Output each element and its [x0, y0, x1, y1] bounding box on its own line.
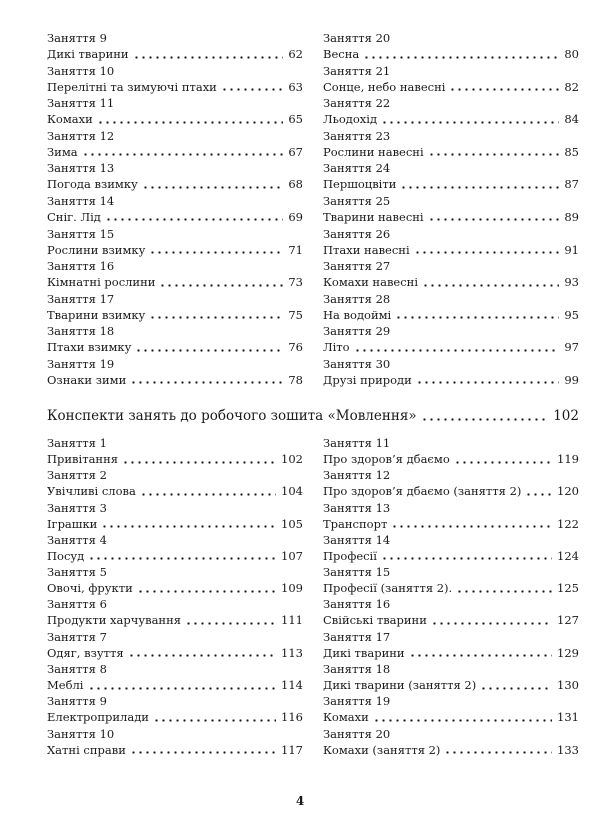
lesson-number: Заняття 16 — [323, 597, 391, 612]
lesson-number: Заняття 12 — [323, 468, 391, 483]
toc-column-left — [47, 436, 303, 759]
lesson-title: Друзі природи — [323, 372, 412, 387]
toc-entry[interactable] — [47, 468, 303, 500]
page-ref: 117 — [281, 742, 303, 757]
toc-column-right — [323, 436, 579, 759]
lesson-title: Літо — [323, 340, 350, 355]
page-ref: 85 — [564, 144, 579, 159]
toc-entry[interactable] — [323, 129, 579, 162]
entry-row — [47, 548, 303, 564]
lesson-title: Першоцвіти — [323, 177, 397, 192]
entry-row — [323, 677, 579, 693]
lesson-title: Свійські тварини — [323, 613, 427, 628]
lesson-title: Професії (заняття 2). — [323, 581, 453, 596]
entry-row — [47, 46, 303, 62]
page-ref: 114 — [281, 678, 303, 693]
lesson-number: Заняття 13 — [323, 500, 391, 515]
entry-row — [323, 176, 579, 192]
toc-entry[interactable] — [47, 565, 303, 597]
lesson-number: Заняття 3 — [47, 500, 107, 515]
lesson-number: Заняття 28 — [323, 291, 391, 306]
lesson-number: Заняття 1 — [47, 436, 107, 450]
lesson-number: Заняття 20 — [323, 31, 391, 45]
entry-row — [47, 274, 303, 290]
entry-row — [47, 242, 303, 258]
lesson-number: Заняття 9 — [47, 694, 107, 709]
lesson-title: Дикі тварини (заняття 2) — [323, 678, 477, 693]
page-ref: 99 — [564, 372, 579, 387]
lesson-title: Сніг. Лід — [47, 209, 101, 224]
entry-row — [47, 339, 303, 355]
lesson-number: Заняття 25 — [323, 193, 391, 208]
lesson-number: Заняття 22 — [323, 96, 391, 111]
lesson-title: Рослини взимку — [47, 242, 146, 257]
entry-row — [47, 483, 303, 499]
entry-row — [323, 612, 579, 628]
leader-dots — [105, 218, 284, 221]
toc-entry[interactable] — [47, 96, 303, 129]
lesson-number: Заняття 10 — [47, 726, 115, 741]
leader-dots — [153, 719, 276, 722]
lesson-number: Заняття 6 — [47, 597, 107, 612]
leader-dots — [422, 284, 559, 287]
entry-row — [47, 372, 303, 388]
leader-dots — [88, 687, 277, 690]
entry-row — [47, 612, 303, 628]
lesson-title: Погода взимку — [47, 177, 138, 192]
page-ref: 75 — [288, 307, 303, 322]
page-ref: 113 — [281, 645, 303, 660]
page-ref: 82 — [564, 79, 579, 94]
lesson-number: Заняття 7 — [47, 629, 107, 644]
toc-entry[interactable] — [323, 324, 579, 357]
page-ref: 102 — [281, 452, 303, 466]
leader-dots — [449, 88, 559, 91]
lesson-title: Професії — [323, 548, 377, 563]
leader-dots — [82, 153, 284, 156]
lesson-title: Тварини взимку — [47, 307, 146, 322]
entry-row — [323, 709, 579, 725]
entry-row — [47, 709, 303, 725]
leader-dots — [400, 186, 559, 189]
entry-row — [323, 516, 579, 532]
toc-entry[interactable] — [47, 694, 303, 726]
page-ref: 95 — [564, 307, 579, 322]
page-ref: 78 — [288, 372, 303, 387]
page-ref: 104 — [281, 484, 303, 499]
toc-entry[interactable] — [47, 357, 303, 390]
toc-entry[interactable] — [47, 161, 303, 194]
entry-row — [47, 307, 303, 323]
lesson-title: На водоймі — [323, 307, 392, 322]
toc-entry[interactable] — [323, 227, 579, 260]
leader-dots — [391, 525, 552, 528]
toc-entry[interactable] — [323, 662, 579, 694]
entry-row — [47, 516, 303, 532]
leader-dots — [431, 622, 552, 625]
lesson-number: Заняття 2 — [47, 468, 107, 483]
toc-entry[interactable] — [323, 161, 579, 194]
leader-dots — [149, 251, 283, 254]
toc-entry[interactable] — [47, 31, 303, 64]
lesson-title: Овочі, фрукти — [47, 581, 133, 596]
toc-column-right — [323, 31, 579, 390]
lesson-title: Кімнатні рослини — [47, 275, 156, 290]
page-ref: 76 — [288, 340, 303, 355]
lesson-number: Заняття 19 — [323, 694, 391, 709]
section-heading-title: Конспекти занять до робочого зошита «Мовлення» — [47, 408, 417, 424]
lesson-title: Електроприлади — [47, 710, 149, 725]
page-ref: 65 — [288, 112, 303, 127]
lesson-number: Заняття 21 — [323, 63, 391, 78]
lesson-number: Заняття 19 — [47, 356, 115, 371]
leader-dots — [135, 349, 283, 352]
lesson-title: Іграшки — [47, 516, 98, 531]
leader-dots — [140, 493, 276, 496]
leader-dots — [133, 56, 284, 59]
leader-dots — [444, 751, 552, 754]
page-ref: 116 — [281, 710, 303, 725]
toc-entry[interactable] — [47, 129, 303, 162]
lesson-number: Заняття 26 — [323, 226, 391, 241]
leader-dots — [395, 316, 559, 319]
page-ref: 68 — [288, 177, 303, 192]
toc-entry[interactable] — [47, 630, 303, 662]
entry-row — [47, 176, 303, 192]
lesson-number: Заняття 12 — [47, 128, 115, 143]
toc-entry[interactable] — [323, 357, 579, 390]
lesson-title: Перелітні та зимуючі птахи — [47, 79, 217, 94]
leader-dots — [142, 186, 284, 189]
lesson-number: Заняття 24 — [323, 161, 391, 176]
leader-dots — [221, 88, 284, 91]
lesson-number: Заняття 18 — [47, 324, 115, 339]
lesson-title: Транспорт — [323, 516, 388, 531]
toc-entry[interactable] — [47, 436, 303, 468]
page-ref: 71 — [288, 242, 303, 257]
entry-row — [47, 677, 303, 693]
toc-entry[interactable] — [323, 64, 579, 97]
page-ref: 131 — [557, 710, 579, 725]
entry-row — [323, 307, 579, 323]
lesson-title: Тварини навесні — [323, 209, 424, 224]
page-ref: 105 — [281, 516, 303, 531]
entry-row — [323, 548, 579, 564]
page-ref: 93 — [564, 275, 579, 290]
toc-entry[interactable] — [323, 533, 579, 565]
leader-dots — [122, 461, 276, 464]
section-heading[interactable] — [47, 407, 579, 425]
toc-entry[interactable] — [323, 597, 579, 629]
toc-entry[interactable] — [323, 194, 579, 227]
leader-dots — [421, 418, 549, 421]
leader-dots — [363, 56, 559, 59]
toc-entry[interactable] — [47, 292, 303, 325]
entry-row — [323, 483, 579, 499]
entry-row — [323, 209, 579, 225]
entry-row — [47, 209, 303, 225]
toc-entry[interactable] — [323, 259, 579, 292]
page-ref: 129 — [557, 645, 579, 660]
entry-row — [47, 645, 303, 661]
lesson-title: Рослини навесні — [323, 144, 424, 159]
entry-row — [323, 645, 579, 661]
entry-row — [323, 372, 579, 388]
leader-dots — [101, 525, 276, 528]
toc-entry[interactable] — [47, 324, 303, 357]
entry-row — [47, 451, 303, 467]
lesson-title: Привітання — [47, 452, 119, 466]
page-ref: 124 — [557, 548, 579, 563]
leader-dots — [428, 218, 560, 221]
page-ref: 119 — [557, 452, 579, 466]
toc-entry[interactable] — [47, 259, 303, 292]
lesson-number: Заняття 13 — [47, 161, 115, 176]
page-ref: 67 — [288, 144, 303, 159]
page-ref: 125 — [557, 581, 579, 596]
toc-entry[interactable] — [47, 727, 303, 759]
lesson-title: Комахи (заняття 2) — [323, 742, 441, 757]
leader-dots — [88, 557, 276, 560]
page-ref: 91 — [564, 242, 579, 257]
lesson-title: Дикі тварини — [323, 645, 405, 660]
entry-row — [47, 144, 303, 160]
lesson-title: Увічливі слова — [47, 484, 136, 499]
leader-dots — [130, 381, 283, 384]
lesson-number: Заняття 11 — [323, 436, 391, 450]
leader-dots — [454, 461, 552, 464]
toc-entry[interactable] — [323, 694, 579, 726]
lesson-title: Дикі тварини — [47, 47, 129, 61]
leader-dots — [409, 654, 552, 657]
entry-row — [323, 111, 579, 127]
leader-dots — [373, 719, 552, 722]
page-ref: 80 — [564, 47, 579, 61]
lesson-title: Комахи — [323, 710, 369, 725]
entry-row — [323, 274, 579, 290]
toc-entry[interactable] — [323, 565, 579, 597]
lesson-number: Заняття 17 — [323, 629, 391, 644]
lesson-title: Зима — [47, 144, 78, 159]
page-ref: 122 — [557, 516, 579, 531]
leader-dots — [137, 590, 276, 593]
toc-entry[interactable] — [323, 468, 579, 500]
lesson-number: Заняття 18 — [323, 662, 391, 677]
leader-dots — [128, 654, 276, 657]
entry-row — [323, 742, 579, 758]
lesson-number: Заняття 23 — [323, 128, 391, 143]
page-ref: 97 — [564, 340, 579, 355]
toc-entry[interactable] — [47, 533, 303, 565]
toc-entry[interactable] — [47, 194, 303, 227]
toc-entry[interactable] — [47, 64, 303, 97]
lesson-number: Заняття 20 — [323, 726, 391, 741]
lesson-number: Заняття 14 — [323, 532, 391, 547]
page-ref: 63 — [288, 79, 303, 94]
leader-dots — [354, 349, 560, 352]
page-ref: 89 — [564, 209, 579, 224]
lesson-number: Заняття 27 — [323, 259, 391, 274]
lesson-title: Весна — [323, 47, 360, 61]
section-heading-page: 102 — [553, 408, 579, 424]
lesson-number: Заняття 15 — [323, 565, 391, 580]
entry-row — [47, 742, 303, 758]
page-ref: 73 — [288, 275, 303, 290]
lesson-number: Заняття 30 — [323, 356, 391, 371]
page-ref: 133 — [557, 742, 579, 757]
toc-entry[interactable] — [323, 292, 579, 325]
page-ref: 62 — [288, 47, 303, 61]
entry-row — [323, 144, 579, 160]
lesson-number: Заняття 11 — [47, 96, 115, 111]
entry-row — [47, 111, 303, 127]
toc-top-section — [47, 31, 579, 390]
leader-dots — [185, 622, 276, 625]
page-ref: 69 — [288, 209, 303, 224]
lesson-number: Заняття 4 — [47, 532, 107, 547]
lesson-title: Про здоров’я дбаємо — [323, 452, 450, 466]
page-ref: 107 — [281, 548, 303, 563]
toc-entry[interactable] — [47, 597, 303, 629]
entry-row — [47, 580, 303, 596]
entry-row — [323, 79, 579, 95]
toc-entry[interactable] — [323, 31, 579, 64]
lesson-title: Комахи — [47, 112, 93, 127]
page-ref: 87 — [564, 177, 579, 192]
leader-dots — [130, 751, 276, 754]
lesson-number: Заняття 8 — [47, 662, 107, 677]
lesson-number: Заняття 9 — [47, 31, 107, 45]
leader-dots — [381, 557, 552, 560]
lesson-number: Заняття 10 — [47, 63, 115, 78]
page-number: 4 — [295, 794, 305, 808]
lesson-title: Хатні справи — [47, 742, 126, 757]
lesson-title: Птахи навесні — [323, 242, 410, 257]
leader-dots — [456, 590, 552, 593]
lesson-title: Посуд — [47, 548, 85, 563]
leader-dots — [97, 121, 284, 124]
toc-bottom-section — [47, 436, 579, 759]
toc-entry[interactable] — [47, 227, 303, 260]
toc-entry[interactable] — [323, 727, 579, 759]
lesson-number: Заняття 14 — [47, 193, 115, 208]
lesson-title: Льодохід — [323, 112, 378, 127]
toc-column-left — [47, 31, 303, 390]
entry-row — [323, 242, 579, 258]
lesson-title: Продукти харчування — [47, 613, 182, 628]
entry-row — [323, 451, 579, 467]
toc-entry[interactable] — [323, 630, 579, 662]
lesson-title: Птахи взимку — [47, 340, 132, 355]
entry-row — [323, 339, 579, 355]
lesson-number: Заняття 5 — [47, 565, 107, 580]
entry-row — [323, 580, 579, 596]
leader-dots — [428, 153, 560, 156]
lesson-number: Заняття 16 — [47, 259, 115, 274]
leader-dots — [416, 381, 560, 384]
leader-dots — [414, 251, 560, 254]
toc-entry[interactable] — [47, 662, 303, 694]
page-ref: 84 — [564, 112, 579, 127]
page-ref: 111 — [281, 613, 303, 628]
leader-dots — [159, 284, 283, 287]
lesson-title: Одяг, взуття — [47, 645, 124, 660]
lesson-title: Сонце, небо навесні — [323, 79, 446, 94]
page-ref: 130 — [557, 678, 579, 693]
toc-entry[interactable] — [323, 96, 579, 129]
leader-dots — [381, 121, 559, 124]
lesson-title: Меблі — [47, 678, 84, 693]
toc-entry[interactable] — [323, 501, 579, 533]
page-ref: 109 — [281, 581, 303, 596]
leader-dots — [525, 493, 552, 496]
toc-entry[interactable] — [323, 436, 579, 468]
leader-dots — [149, 316, 283, 319]
leader-dots — [480, 687, 552, 690]
page-ref: 120 — [557, 484, 579, 499]
lesson-title: Комахи навесні — [323, 275, 419, 290]
entry-row — [323, 46, 579, 62]
lesson-number: Заняття 17 — [47, 291, 115, 306]
lesson-number: Заняття 15 — [47, 226, 115, 241]
toc-entry[interactable] — [47, 501, 303, 533]
lesson-title: Ознаки зими — [47, 372, 127, 387]
lesson-number: Заняття 29 — [323, 324, 391, 339]
page-ref: 127 — [557, 613, 579, 628]
lesson-title: Про здоров’я дбаємо (заняття 2) — [323, 484, 522, 499]
entry-row — [47, 79, 303, 95]
